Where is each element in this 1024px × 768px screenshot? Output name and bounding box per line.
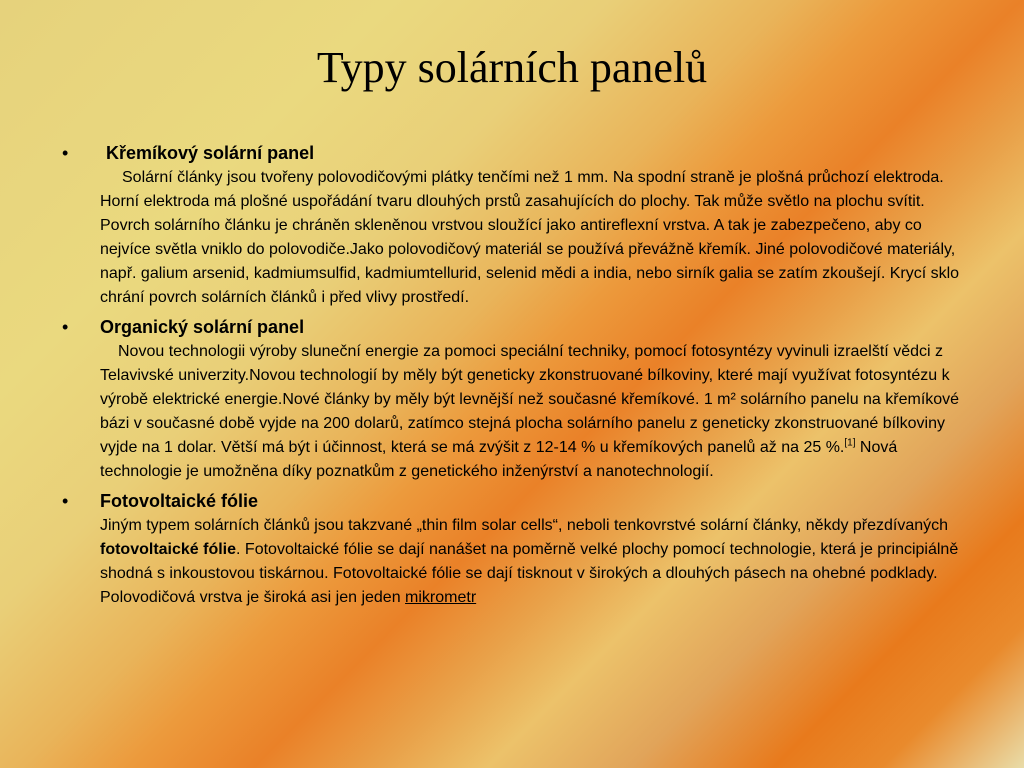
body-bold-term: fotovoltaické fólie	[100, 541, 237, 558]
section-body-pv-foil	[62, 514, 962, 610]
section-heading-text: Organický solární panel	[100, 317, 305, 337]
body-text: . Fotovoltaické fólie se dají nanášet na poměrně velké plochy pomocí technologie, která je principiálně shodná s inkoustovou tiskárnou. Fotovoltaické fólie se dají tisknout v širokých a dlouhých pásech na ohebné podklady. Polovodičová vrstva je široká asi jen jeden	[100, 541, 959, 606]
bullet-icon: •	[62, 317, 69, 337]
body-text: Novou technologii výroby sluneční energie za pomoci speciální techniky, pomocí fotosyntézy vyvinuli izraelští vědci z Telavivské univerzity.Novou technologií by měly být geneticky zkonstruované bílkoviny, které mají využívat fotosyntézu k výrobě elektrické energie.Nové články by měly být levnější než současné křemíkové. 1 m² solárního panelu na křemíkové bázi v současné době vyjde na 200 dolarů, zatímco stejná plocha solárního panelu z geneticky zkonstruované bílkoviny vyjde na 1 dolar. Větší má být i účinnost, která se má zvýšit z 12-14 % u křemíkových panelů až na 25 %.	[100, 343, 960, 456]
section-heading-pv-foil	[62, 488, 962, 514]
body-text: Nová technologie je umožněna díky poznatkům z genetického inženýrství a nanotechnologií.	[100, 439, 898, 480]
section-body-silicon: Solární články jsou tvořeny polovodičovými plátky tenčími než 1 mm. Na spodní straně je plošná průchozí elektroda. Horní elektroda má plošné uspořádání tvaru dlouhých prstů zasahujících do plochy. Tak může světlo na plochu svítit. Povrch solárního článku je chráněn skleněnou vrstvou sloužící jako antireflexní vrstva. A tak je zabezpečeno, aby co nejvíce světla vniklo do polovodiče.Jako polovodičový materiál se používá převážně křemík. Jiné polovodičové materiály, např. galium arsenid, kadmiumsulfid, kadmiumtellurid, selenid mědi a india, nebo sirník galia se zatím zkoušejí. Krycí sklo chrání povrch solárních článků i před vlivy prostředí.	[100, 169, 960, 306]
body-text: Jiným typem solárních článků jsou takzvané „thin film solar cells“, neboli tenkovrstvé solární články, někdy přezdívaných	[100, 517, 949, 534]
footnote-reference[interactable]: [1]	[844, 437, 856, 449]
slide-title: Typy solárních panelů	[316, 43, 708, 92]
section-heading-text: Fotovoltaické fólie	[100, 491, 259, 511]
section-heading-silicon	[62, 140, 962, 166]
mikrometr-link[interactable]: mikrometr	[405, 589, 477, 606]
section-body-organic	[62, 340, 962, 484]
bullet-icon: •	[62, 491, 69, 511]
section-heading-organic	[62, 314, 962, 340]
section-heading-text: Křemíkový solární panel	[106, 143, 315, 163]
slide-content	[62, 140, 962, 614]
bullet-icon: •	[62, 143, 69, 163]
